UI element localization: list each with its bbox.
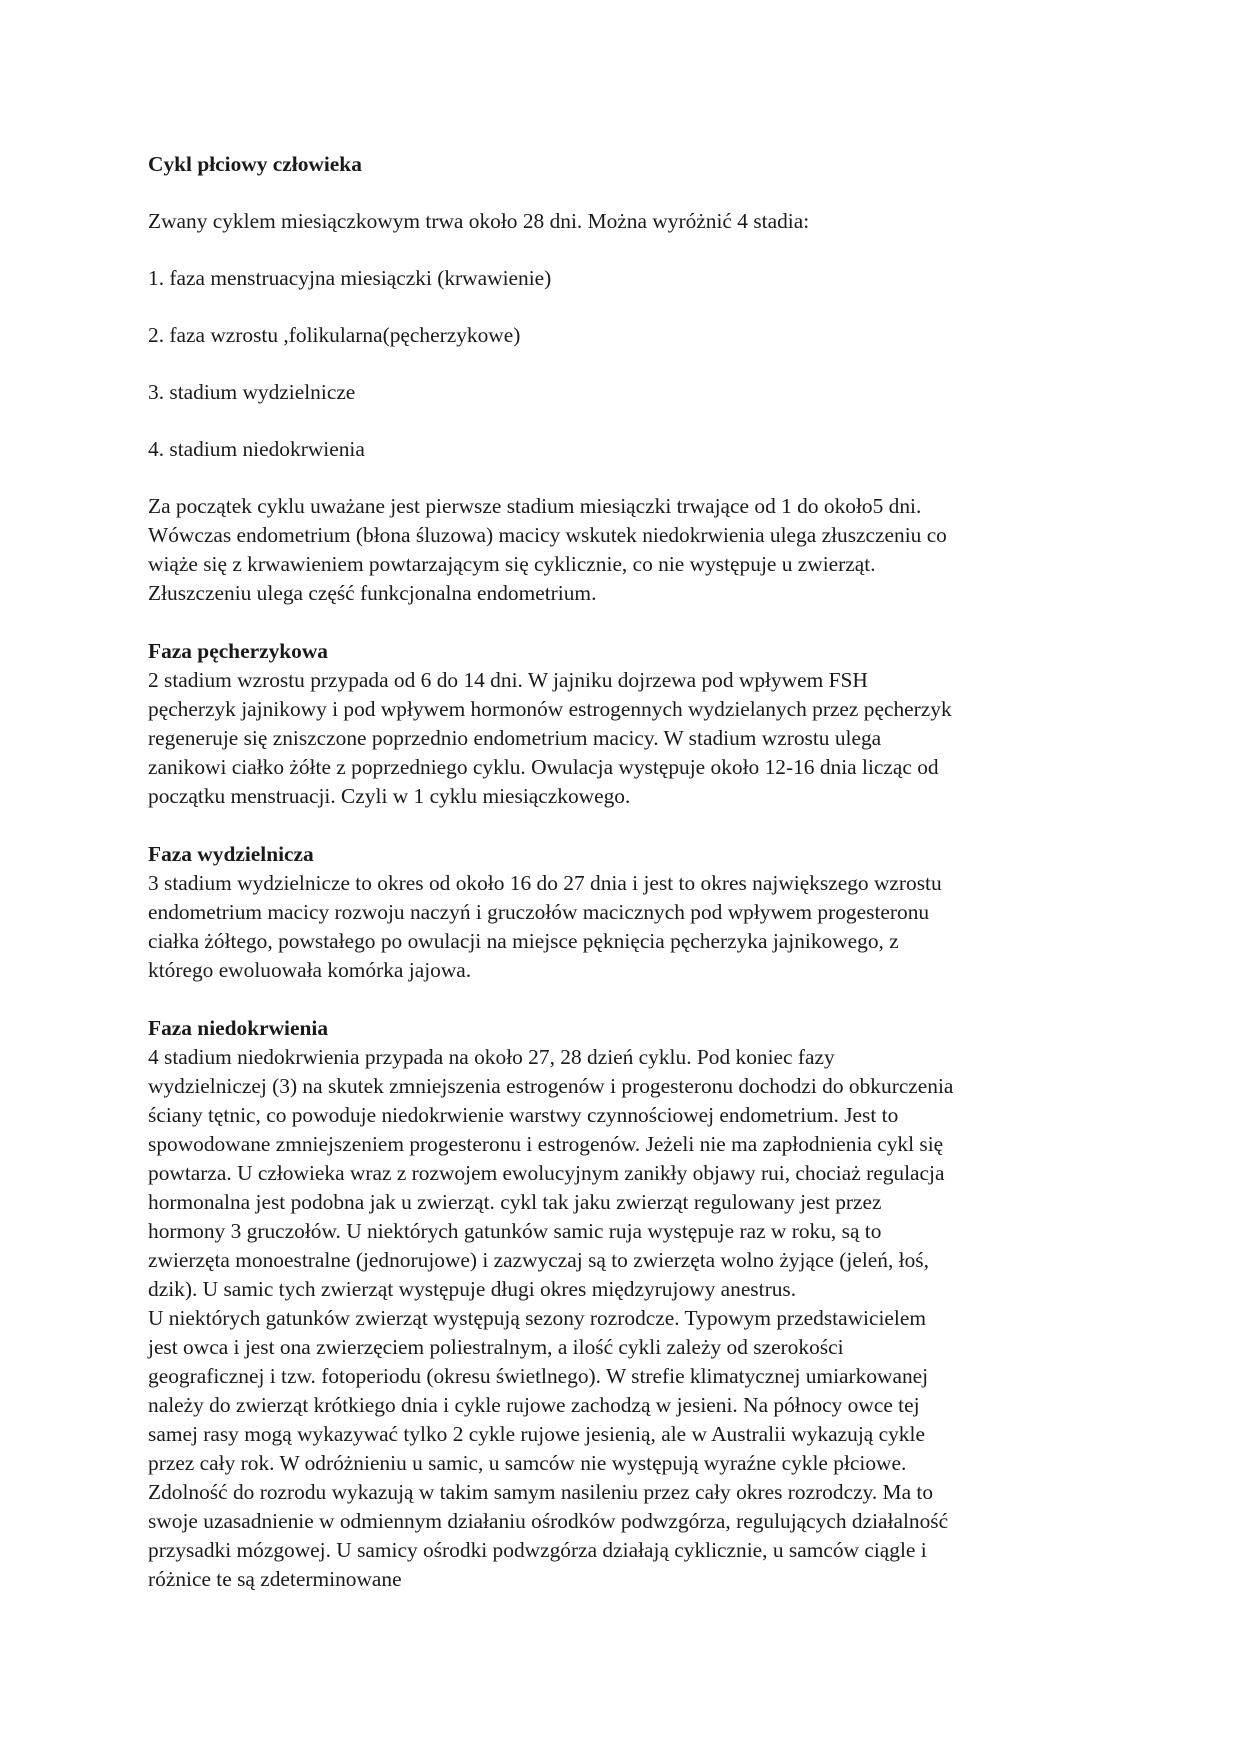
section-follicular-phase xyxy=(148,637,1098,811)
list-item-2: 2. faza wzrostu ,folikularna(pęcherzykowe) xyxy=(148,323,521,347)
list-item-1: 1. faza menstruacyjna miesiączki (krwawienie) xyxy=(148,266,552,290)
section-secretory-phase xyxy=(148,840,1098,985)
document-title: Cykl płciowy człowieka xyxy=(148,152,362,176)
section-ischemic-phase xyxy=(148,1014,1098,1594)
list-item-4: 4. stadium niedokrwienia xyxy=(148,437,365,461)
section-body: 2 stadium wzrostu przypada od 6 do 14 dni. W jajniku dojrzewa pod wpływem FSH pęcherzyk jajnikowy i pod wpływem hormonów estrogennych wydzielanych przez pęcherzyk regeneruje się zniszczone poprzednio endometrium macicy. W stadium wzrostu ulega zanikowi ciałko żółte z poprzedniego cyklu. Owulacja występuje około 12-16 dnia licząc od początku menstruacji. Czyli w 1 cyklu miesiączkowego. xyxy=(148,668,952,808)
document-page xyxy=(148,150,1098,1623)
intro-paragraph: Zwany cyklem miesiączkowym trwa około 28 dni. Można wyróżnić 4 stadia: xyxy=(148,209,810,233)
section-heading: Faza pęcherzykowa xyxy=(148,639,328,663)
section-body: 4 stadium niedokrwienia przypada na około 27, 28 dzień cyklu. Pod koniec fazy wydzielniczej (3) na skutek zmniejszenia estrogenów i progesteronu dochodzi do obkurczenia ściany tętnic, co powoduje niedokrwienie warstwy czynnościowej endometrium. Jest to spowodowane zmniejszeniem progesteronu i estrogenów. Jeżeli nie ma zapłodnienia cykl się powtarza. U człowieka wraz z rozwojem ewolucyjnym zanikły objawy rui, chociaż regulacja hormonalna jest podobna jak u zwierząt. cykl tak jaku zwierząt regulowany jest przez hormony 3 gruczołów. U niektórych gatunków samic ruja występuje raz w roku, są to zwierzęta monoestralne (jednorujowe) i zazwyczaj są to zwierzęta wolno żyjące (jeleń, łoś, dzik). U samic tych zwierząt występuje długi okres międzyrujowy anestrus. U niektórych gatunków zwierząt występują sezony rozrodcze. Typowym przedstawicielem jest owca i jest ona zwierzęciem poliestralnym, a ilość cykli zależy od szerokości geograficznej i tzw. fotoperiodu (okresu świetlnego). W strefie klimatycznej umiarkowanej należy do zwierząt krótkiego dnia i cykle rujowe zachodzą w jesieni. Na północy owce tej samej rasy mogą wykazywać tylko 2 cykle rujowe jesienią, ale w Australii wykazują cykle przez cały rok. W odróżnieniu u samic, u samców nie występują wyraźne cykle płciowe. Zdolność do rozrodu wykazują w takim samym nasileniu przez cały okres rozrodczy. Ma to swoje uzasadnienie w odmiennym działaniu ośrodków podwzgórza, regulujących działalność przysadki mózgowej. U samicy ośrodki podwzgórza działają cyklicznie, u samców ciągle i różnice te są zdeterminowane xyxy=(148,1045,954,1591)
section-heading: Faza wydzielnicza xyxy=(148,842,314,866)
section-heading: Faza niedokrwienia xyxy=(148,1016,329,1040)
list-item-3: 3. stadium wydzielnicze xyxy=(148,380,356,404)
cycle-start-paragraph: Za początek cyklu uważane jest pierwsze stadium miesiączki trwające od 1 do około5 dni. Wówczas endometrium (błona śluzowa) macicy wskutek niedokrwienia ulega złuszczeniu co wiąże się z krwawieniem powtarzającym się cyklicznie, co nie występuje u zwierząt. Złuszczeniu ulega część funkcjonalna endometrium. xyxy=(148,494,947,605)
section-body: 3 stadium wydzielnicze to okres od około 16 do 27 dnia i jest to okres największego wzrostu endometrium macicy rozwoju naczyń i gruczołów macicznych pod wpływem progesteronu ciałka żółtego, powstałego po owulacji na miejsce pęknięcia pęcherzyka jajnikowego, z którego ewoluowała komórka jajowa. xyxy=(148,871,942,982)
